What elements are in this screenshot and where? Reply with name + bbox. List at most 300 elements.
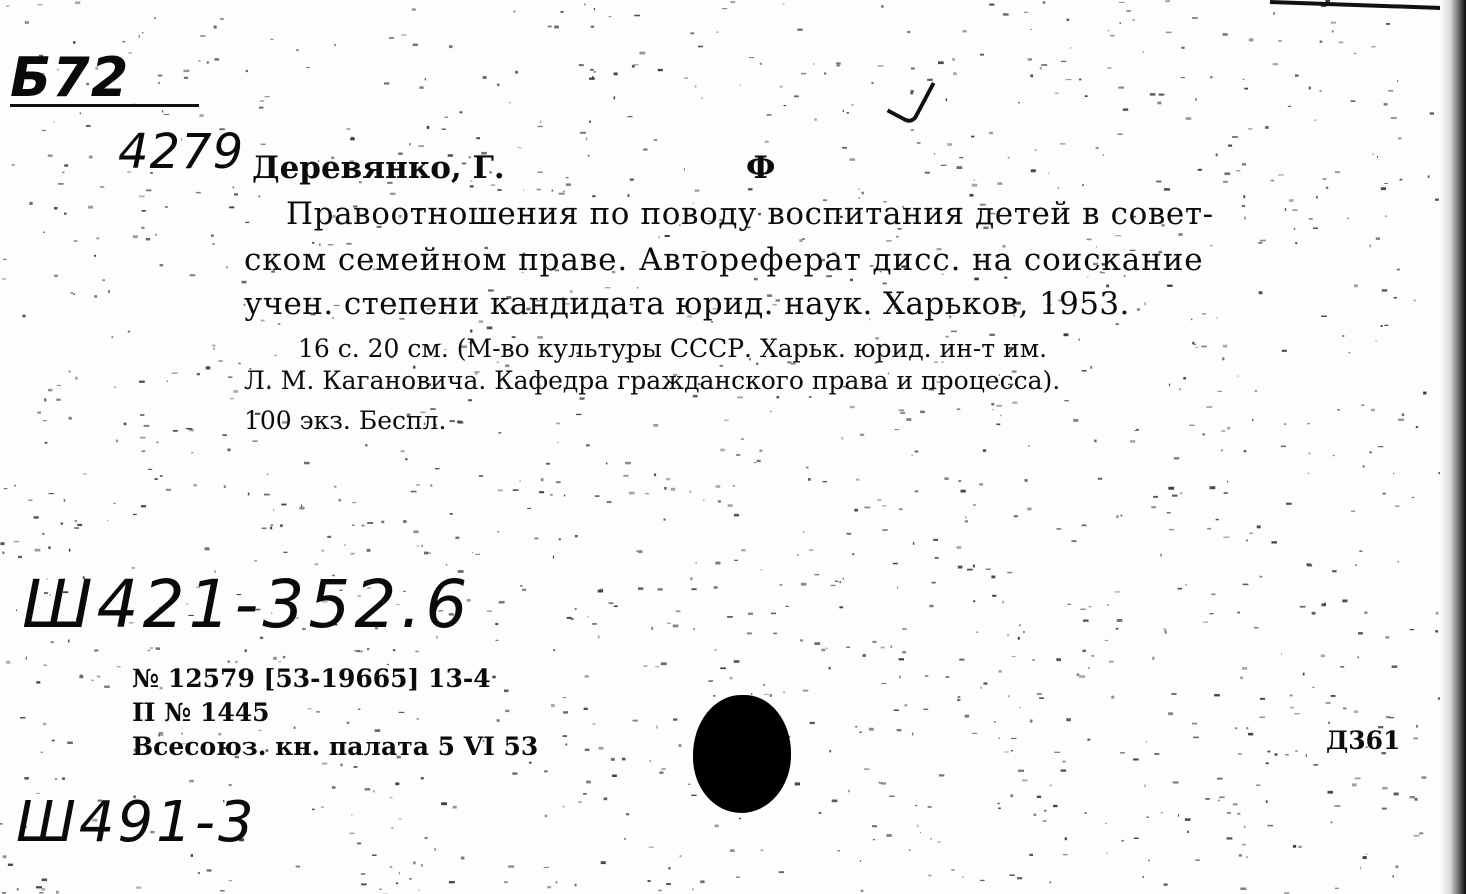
speckle [1260,698,1265,700]
speckle [1334,805,1340,806]
speckle [1024,12,1028,13]
author-initial: Ф [746,150,776,186]
speckle [655,666,659,667]
speckle [958,480,961,482]
speckle [1343,708,1347,710]
speckle [1061,770,1067,772]
speckle [565,744,567,746]
speckle [991,576,995,579]
speckle [1134,430,1136,431]
speckle [259,107,263,109]
speckle [992,595,996,597]
speckle [156,441,158,443]
speckle [1178,588,1183,590]
speckle [1278,40,1282,42]
speckle [1355,564,1357,566]
speckle [55,778,57,780]
speckle [604,798,608,801]
speckle [598,636,600,639]
speckle [1298,846,1301,848]
speckle [142,32,143,33]
speckle [233,390,238,393]
speckle [199,114,203,117]
speckle [800,639,803,641]
speckle [797,29,803,31]
speckle [980,880,985,881]
speckle [1265,126,1269,129]
speckle [1103,154,1104,156]
speckle [1012,656,1016,657]
speckle [720,449,725,452]
speckle [417,546,420,547]
speckle [925,172,930,174]
speckle [1198,169,1202,171]
speckle [1309,453,1310,454]
punch-hole [693,695,791,813]
speckle [43,232,45,234]
speckle [450,513,453,515]
speckle [544,867,549,868]
speckle [91,680,94,681]
speckle [1159,94,1165,96]
speckle [593,723,596,724]
speckle [498,432,501,433]
speckle [1065,837,1067,840]
speckle [826,648,828,650]
speckle [894,710,899,711]
speckle [1363,465,1365,467]
speckle [957,408,961,410]
speckle [831,585,836,586]
speckle [629,492,635,495]
speckle [627,116,632,117]
speckle [80,112,81,114]
speckle [1073,419,1078,422]
speckle [458,422,464,424]
speckle [1243,79,1245,80]
speckle [189,429,193,432]
speckle [846,647,850,648]
speckle [1116,515,1118,518]
speckle [112,336,114,338]
speckle [1278,174,1284,175]
speckle [504,881,508,883]
speckle [1192,17,1198,19]
speckle [1242,205,1245,207]
speckle [972,184,978,187]
speckle [107,520,108,521]
speckle [1308,473,1310,474]
speckle [594,8,595,10]
speckle [1030,74,1033,77]
speckle [1306,754,1307,757]
speckle [578,801,582,803]
speckle [1392,875,1394,877]
speckle [1238,612,1240,614]
speckle [740,84,741,86]
speckle [520,585,522,587]
speckle [1098,478,1102,480]
speckle [1165,0,1170,2]
speckle [648,880,651,882]
speckle [1144,785,1146,788]
speckle [1246,727,1248,729]
speckle [468,399,472,401]
speckle [2,278,6,279]
speckle [1108,30,1110,31]
speckle [1179,389,1181,390]
speckle [1290,707,1294,709]
speckle [1393,473,1394,475]
speckle [207,61,209,63]
speckle [1178,814,1179,817]
speckle [539,491,544,493]
speckle [1206,406,1212,408]
speckle [564,495,565,497]
speckle [861,890,864,893]
speckle [1105,640,1108,641]
speckle [664,518,666,520]
speckle [897,729,902,731]
speckle [717,31,719,33]
speckle [899,658,905,660]
speckle [1210,486,1216,489]
speckle [2,552,4,555]
speckle [1257,525,1261,528]
speckle [1089,606,1092,607]
speckle [1207,528,1211,530]
speckle [770,411,771,413]
speckle [1378,446,1384,447]
speckle [1240,888,1246,891]
speckle [234,193,238,195]
speckle [64,213,67,215]
speckle [847,112,850,114]
speckle [1358,632,1363,635]
speckle [814,642,820,645]
speckle [497,84,500,86]
speckle [614,606,618,608]
speckle [1227,481,1228,483]
speckle [339,499,342,502]
speckle [449,45,452,48]
speckle [53,122,54,123]
speckle [666,883,671,885]
speckle [254,560,257,561]
speckle [656,726,657,729]
speckle [114,387,116,388]
speckle [1228,145,1232,147]
speckle [1010,875,1015,876]
speckle [693,628,695,630]
speckle [1195,98,1197,101]
speckle [879,782,881,784]
speckle [1087,239,1092,241]
speckle [1082,184,1084,186]
speckle [1235,727,1238,729]
speckle [41,752,43,754]
speckle [1090,366,1092,369]
speckle [108,290,109,293]
speckle [273,509,274,511]
speckle [89,156,93,159]
speckle [1079,79,1081,81]
speckle [193,484,197,486]
speckle [557,442,559,443]
speckle [1239,854,1242,856]
speckle [1413,738,1418,740]
speckle [1260,240,1266,242]
speckle [233,187,235,189]
speckle [1216,519,1219,520]
speckle [1227,837,1233,839]
speckle [695,85,697,87]
speckle [361,883,367,885]
speckle [75,520,77,521]
speckle [965,516,966,518]
speckle [411,491,417,493]
speckle [1385,216,1387,217]
speckle [435,468,440,469]
speckle [730,849,735,852]
speckle [43,723,46,725]
speckle [1183,377,1186,380]
speckle [649,847,654,848]
speckle [1063,854,1068,855]
speckle [803,690,809,692]
speckle [839,581,841,583]
speckle [1381,325,1383,327]
speckle [450,420,455,422]
speckle [399,819,402,820]
speckle [79,675,83,678]
speckle [934,153,936,155]
speckle [499,601,505,604]
speckle [1281,446,1286,448]
speckle [1366,854,1367,855]
speckle [715,562,720,565]
speckle [981,686,982,689]
speckle [1019,624,1020,626]
speckle [946,676,950,677]
speckle [229,207,234,209]
speckle [1376,238,1380,240]
speckle [765,141,769,143]
speckle [986,569,991,571]
speckle [583,793,587,795]
speckle [350,138,355,140]
speckle [580,397,585,400]
speckle [227,449,230,452]
speckle [1331,695,1336,697]
speckle [142,210,146,212]
speckle [782,4,784,5]
speckle [64,164,68,166]
speckle [498,490,503,492]
speckle [1233,803,1238,805]
speckle [554,26,559,29]
speckle [1111,696,1114,699]
speckle [520,480,521,482]
speckle [1385,636,1389,639]
speckle [761,569,763,570]
speckle [559,193,565,195]
speckle [1384,183,1388,184]
speckle [1402,413,1404,416]
speckle [965,715,969,718]
speckle [859,732,862,733]
speckle [957,546,962,549]
speckle [991,403,994,406]
speckle [836,62,841,64]
speckle [117,666,121,667]
speckle [1244,450,1247,452]
speckle [1030,720,1033,723]
speckle [148,650,150,651]
speckle [1288,106,1291,107]
speckle [1271,541,1277,543]
speckle [713,695,716,696]
speckle [972,733,977,734]
speckle [487,611,492,612]
speckle [654,474,656,477]
speckle [352,525,354,526]
speckle [265,96,270,97]
speckle [424,552,428,555]
speckle [965,520,968,522]
speckle [523,190,524,191]
speckle [541,478,544,481]
speckle [832,800,838,803]
speckle [1077,673,1079,676]
speckle [1115,591,1121,592]
speckle [588,616,589,617]
speckle [1018,770,1024,772]
speckle [1248,733,1253,736]
speckle [1435,630,1438,632]
speckle [1056,658,1061,661]
speckle [1275,753,1278,755]
speckle [1133,759,1139,761]
speckle [1107,67,1111,69]
speckle [1314,120,1317,121]
speckle [220,890,225,892]
speckle [983,449,986,452]
speckle [1337,409,1340,410]
speckle [819,812,822,814]
speckle [881,5,884,8]
speckle [17,888,19,890]
speckle [3,259,6,260]
speckle [989,132,993,134]
speckle [379,889,382,890]
speckle [267,474,269,475]
speckle [1121,840,1124,842]
speckle [810,722,815,724]
speckle [698,46,703,48]
speckle [517,147,521,148]
speckle [614,72,618,75]
speckle [1237,375,1238,376]
speckle [1083,620,1089,622]
speckle [197,373,200,375]
speckle [88,206,93,209]
speckle [999,670,1002,673]
speckle [1223,345,1228,348]
speckle [1164,628,1167,631]
speckle [48,154,53,157]
speckle [1164,884,1168,886]
speckle [815,119,817,121]
speckle [734,514,739,517]
speckle [1064,400,1069,401]
speckle [1193,737,1199,739]
speckle [823,481,828,482]
speckle [42,130,46,131]
speckle [14,541,20,542]
speckle [695,190,700,192]
speckle [399,872,400,874]
speckle [741,549,746,551]
speckle [1246,539,1248,541]
speckle [245,222,249,223]
speckle [128,331,130,333]
speckle [1324,603,1326,605]
speckle [1181,77,1185,78]
stamp-line-2: II № 1445 [132,698,270,727]
speckle [252,441,257,442]
speckle [1416,725,1418,728]
speckle [548,26,552,28]
speckle [764,694,769,695]
speckle [24,777,28,780]
speckle [417,718,419,720]
speckle [1219,797,1225,799]
speckle [736,877,740,878]
speckle [497,719,500,722]
speckle [442,129,446,130]
speckle [164,114,170,115]
speckle [504,690,509,693]
speckle [784,105,787,106]
speckle [1249,38,1253,41]
speckle [1258,242,1262,244]
card-right-edge [1440,0,1466,894]
speckle [770,694,772,697]
speckle [136,887,141,889]
speckle [1007,634,1008,637]
speckle [1007,572,1012,574]
speckle [1082,370,1087,371]
speckle [362,525,365,527]
speckle [1307,564,1312,566]
speckle [1033,814,1036,817]
speckle [367,549,371,552]
speckle [94,295,97,298]
speckle [308,708,312,709]
speckle [207,869,212,871]
speckle [49,493,55,494]
speckle [890,645,892,648]
speckle [141,227,144,229]
speckle [703,500,704,501]
speckle [73,294,75,295]
speckle [1029,854,1033,856]
speckle [1232,136,1238,138]
speckle [771,613,776,615]
speckle [1227,427,1230,430]
speckle [228,376,233,378]
